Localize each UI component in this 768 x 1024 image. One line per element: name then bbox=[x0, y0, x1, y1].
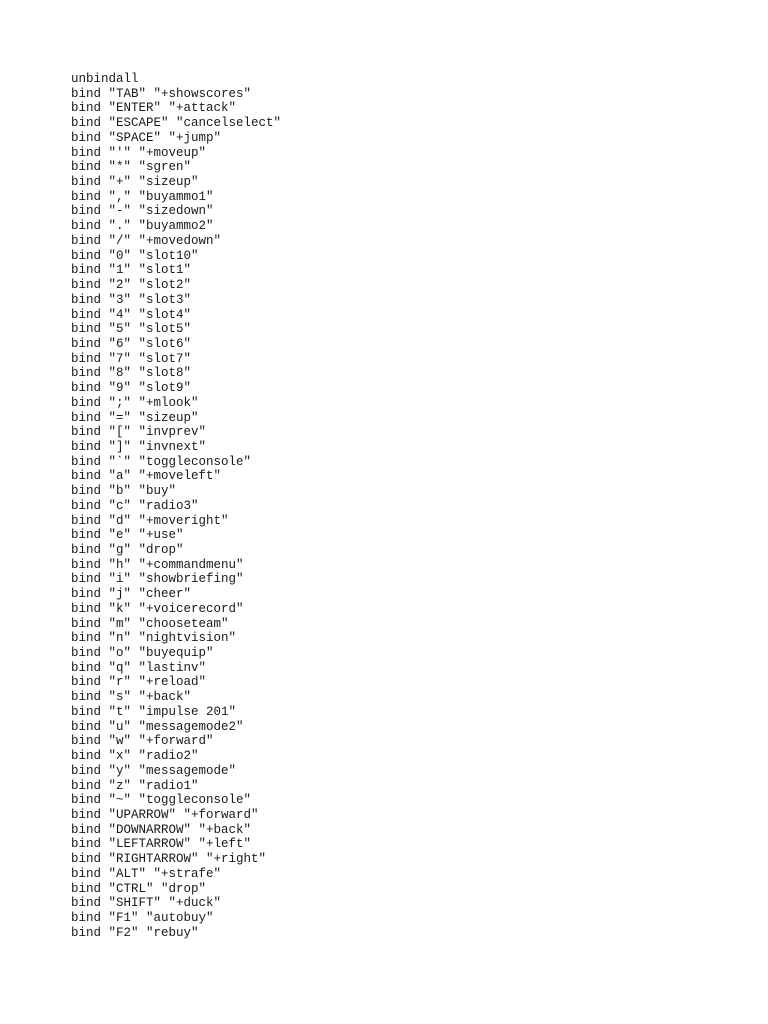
config-line-bind: bind "TAB" "+showscores" bbox=[71, 86, 252, 101]
config-text bbox=[71, 72, 281, 940]
config-line-bind: bind "o" "buyequip" bbox=[71, 646, 214, 661]
config-line-bind: bind "SHIFT" "+duck" bbox=[71, 896, 222, 911]
config-line-bind: bind "1" "slot1" bbox=[71, 263, 192, 278]
config-line-bind: bind "[" "invprev" bbox=[71, 425, 207, 440]
config-line-bind: bind "r" "+reload" bbox=[71, 675, 207, 690]
config-line-bind: bind "m" "chooseteam" bbox=[71, 616, 229, 631]
config-line-bind: bind "8" "slot8" bbox=[71, 366, 192, 381]
config-line-bind: bind "F1" "autobuy" bbox=[71, 910, 214, 925]
config-line-bind: bind "0" "slot10" bbox=[71, 248, 199, 263]
config-line-bind: bind "~" "toggleconsole" bbox=[71, 793, 252, 808]
config-line-bind: bind "RIGHTARROW" "+right" bbox=[71, 852, 267, 867]
config-line-bind: bind "]" "invnext" bbox=[71, 439, 207, 454]
config-line-bind: bind "n" "nightvision" bbox=[71, 631, 237, 646]
config-line-bind: bind "3" "slot3" bbox=[71, 292, 192, 307]
config-line-bind: bind "y" "messagemode" bbox=[71, 763, 237, 778]
config-line-bind: bind "'" "+moveup" bbox=[71, 145, 207, 160]
config-line-bind: bind "ALT" "+strafe" bbox=[71, 866, 222, 881]
config-line-bind: bind "7" "slot7" bbox=[71, 351, 192, 366]
config-line-bind: bind "=" "sizeup" bbox=[71, 410, 199, 425]
config-line-bind: bind "g" "drop" bbox=[71, 543, 184, 557]
config-line-bind: bind "u" "messagemode2" bbox=[71, 719, 244, 734]
config-line-bind: bind "c" "radio3" bbox=[71, 498, 199, 513]
config-line-bind: bind "." "buyammo2" bbox=[71, 219, 214, 234]
config-line-bind: bind "d" "+moveright" bbox=[71, 513, 229, 528]
config-line-bind: bind "e" "+use" bbox=[71, 528, 184, 543]
config-line-bind: bind "s" "+back" bbox=[71, 690, 192, 705]
config-line-bind: bind "F2" "rebuy" bbox=[71, 925, 199, 940]
config-line-bind: bind "`" "toggleconsole" bbox=[71, 454, 252, 469]
config-line-unbindall: unbindall bbox=[71, 72, 139, 86]
config-line-bind: bind "/" "+movedown" bbox=[71, 233, 222, 248]
config-line-bind: bind "2" "slot2" bbox=[71, 278, 192, 293]
config-line-bind: bind "UPARROW" "+forward" bbox=[71, 807, 259, 822]
config-line-bind: bind "+" "sizeup" bbox=[71, 175, 199, 190]
config-line-bind: bind "*" "sgren" bbox=[71, 160, 192, 175]
config-line-bind: bind "w" "+forward" bbox=[71, 734, 214, 749]
config-line-bind: bind "SPACE" "+jump" bbox=[71, 130, 222, 145]
config-line-bind: bind "5" "slot5" bbox=[71, 322, 192, 337]
config-line-bind: bind "b" "buy" bbox=[71, 484, 177, 499]
config-line-bind: bind "ENTER" "+attack" bbox=[71, 101, 237, 116]
config-line-bind: bind "9" "slot9" bbox=[71, 381, 192, 396]
config-line-bind: bind "h" "+commandmenu" bbox=[71, 557, 244, 572]
config-line-bind: bind "a" "+moveleft" bbox=[71, 469, 222, 484]
config-line-bind: bind "-" "sizedown" bbox=[71, 204, 214, 219]
config-line-bind: bind ";" "+mlook" bbox=[71, 395, 199, 410]
config-line-bind: bind "z" "radio1" bbox=[71, 778, 199, 793]
config-line-bind: bind "ESCAPE" "cancelselect" bbox=[71, 116, 282, 131]
config-line-bind: bind "4" "slot4" bbox=[71, 307, 192, 322]
config-line-bind: bind "x" "radio2" bbox=[71, 749, 199, 764]
config-line-bind: bind "DOWNARROW" "+back" bbox=[71, 822, 252, 837]
config-line-bind: bind "6" "slot6" bbox=[71, 336, 192, 351]
config-line-bind: bind "CTRL" "drop" bbox=[71, 881, 207, 896]
config-line-bind: bind "," "buyammo1" bbox=[71, 189, 214, 204]
config-line-bind: bind "k" "+voicerecord" bbox=[71, 601, 244, 616]
config-line-bind: bind "t" "impulse 201" bbox=[71, 704, 237, 719]
config-line-bind: bind "q" "lastinv" bbox=[71, 660, 207, 675]
config-line-bind: bind "j" "cheer" bbox=[71, 587, 192, 602]
config-line-bind: bind "i" "showbriefing" bbox=[71, 572, 244, 587]
config-line-bind: bind "LEFTARROW" "+left" bbox=[71, 837, 252, 852]
